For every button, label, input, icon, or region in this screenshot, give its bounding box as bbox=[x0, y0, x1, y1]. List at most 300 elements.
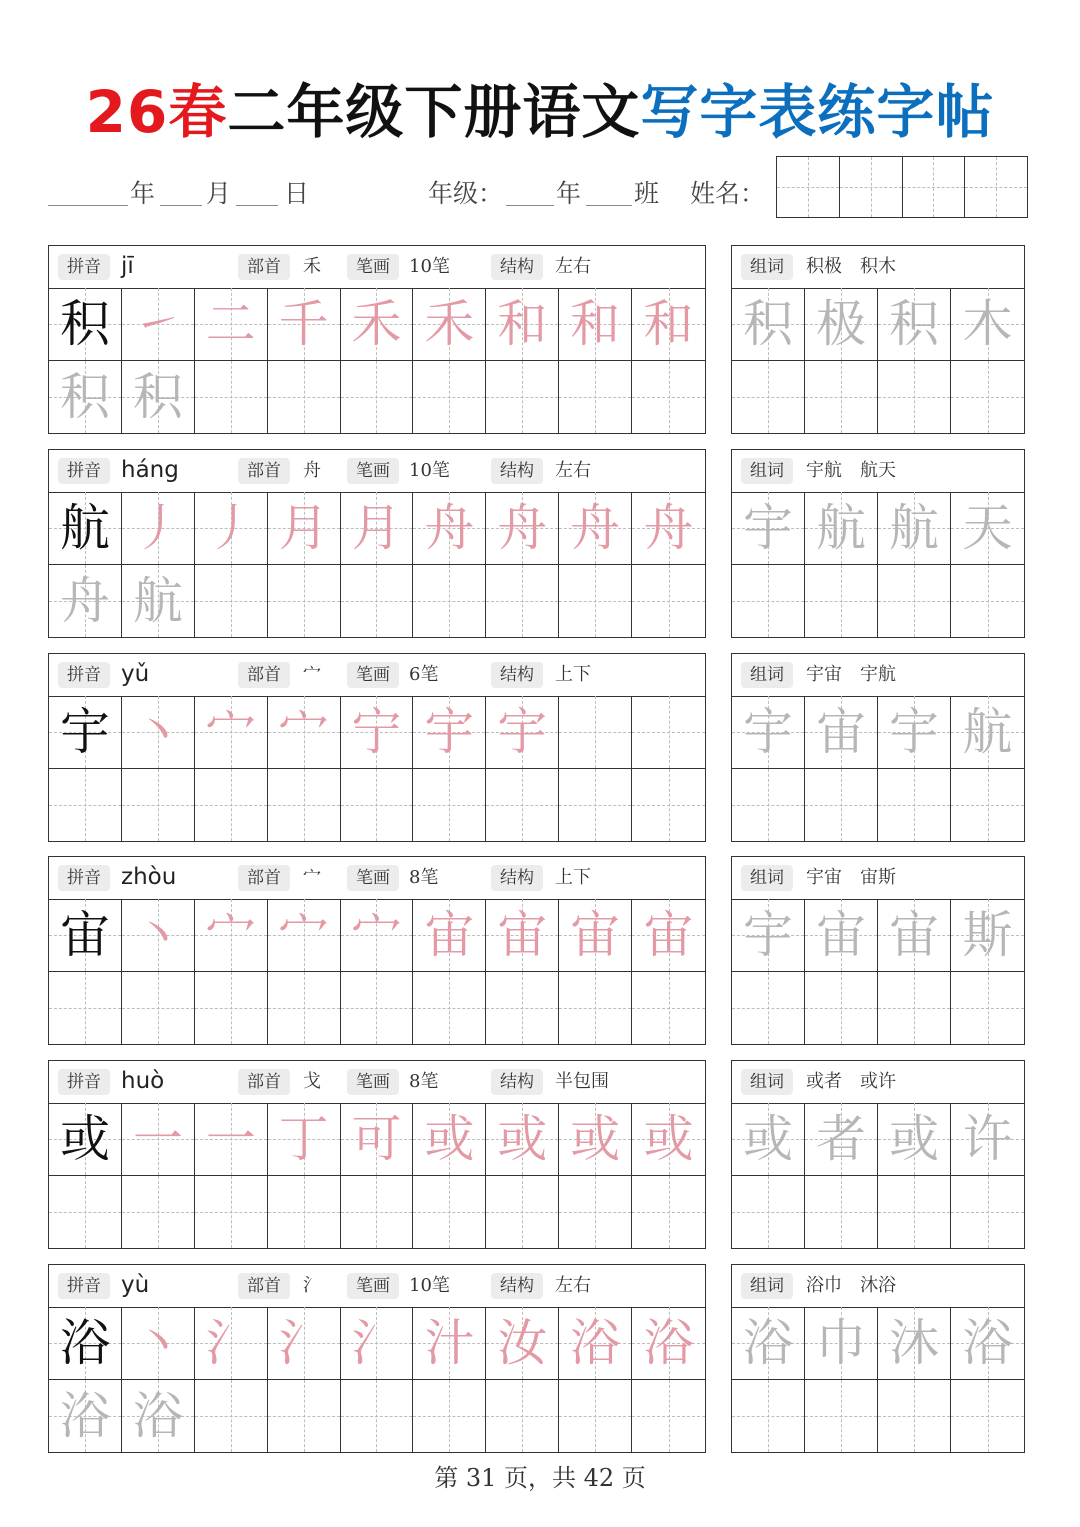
structure-tag: 结构 bbox=[491, 662, 543, 688]
radical-tag: 部首 bbox=[238, 458, 290, 484]
writing-cell[interactable] bbox=[268, 565, 341, 638]
structure-tag: 结构 bbox=[491, 865, 543, 891]
stroke-order-glyph: 汁 bbox=[424, 1313, 475, 1372]
word-trace-cell bbox=[732, 1307, 805, 1380]
stroke-order-cell bbox=[195, 899, 268, 972]
word-trace-cell bbox=[805, 1307, 878, 1380]
pinyin-value: yǔ bbox=[121, 661, 150, 687]
stroke-order-cell bbox=[632, 1103, 705, 1176]
word-block bbox=[731, 653, 1025, 842]
stroke-order-glyph: 禾 bbox=[424, 294, 475, 353]
stroke-order-glyph: 宙 bbox=[643, 905, 694, 964]
stroke-order-cell bbox=[413, 899, 486, 972]
writing-cell[interactable] bbox=[122, 769, 195, 842]
structure-value: 半包围 bbox=[555, 1071, 609, 1092]
stroke-order-cell bbox=[559, 899, 632, 972]
class-blank[interactable] bbox=[586, 204, 632, 206]
word-header bbox=[732, 654, 1024, 697]
word-trace-cell bbox=[732, 899, 805, 972]
stroke-order-cell bbox=[559, 1103, 632, 1176]
writing-cell[interactable] bbox=[732, 1176, 805, 1249]
stroke-order-cell bbox=[341, 899, 414, 972]
writing-cell[interactable] bbox=[559, 361, 632, 434]
writing-cell[interactable] bbox=[805, 972, 878, 1045]
words-value: 宇航 航天 bbox=[806, 460, 896, 481]
stroke-order-glyph: 月 bbox=[351, 498, 402, 557]
structure-tag: 结构 bbox=[491, 1069, 543, 1095]
writing-cell[interactable] bbox=[341, 361, 414, 434]
writing-cell[interactable] bbox=[878, 565, 951, 638]
writing-cell[interactable] bbox=[413, 565, 486, 638]
year-label: 年 bbox=[130, 179, 156, 208]
pinyin-tag: 拼音 bbox=[58, 662, 110, 688]
model-cell bbox=[49, 492, 122, 565]
writing-cell[interactable] bbox=[268, 972, 341, 1045]
stroke-order-glyph: 宙 bbox=[570, 905, 621, 964]
writing-cell[interactable] bbox=[805, 361, 878, 434]
writing-grid bbox=[49, 1307, 705, 1452]
word-trace-cell bbox=[732, 696, 805, 769]
trace-glyph: 舟 bbox=[59, 571, 110, 630]
pinyin-value: jī bbox=[121, 253, 134, 279]
stroke-order-cell bbox=[122, 1307, 195, 1380]
model-cell bbox=[49, 1307, 122, 1380]
writing-cell[interactable] bbox=[805, 769, 878, 842]
word-trace-glyph: 航 bbox=[889, 498, 939, 557]
page-number: 第 31 页，共 42 页 bbox=[434, 1464, 646, 1492]
strokes-tag: 笔画 bbox=[347, 1273, 399, 1299]
word-trace-glyph: 许 bbox=[962, 1109, 1013, 1168]
writing-cell[interactable] bbox=[559, 565, 632, 638]
writing-cell[interactable] bbox=[341, 1380, 414, 1453]
pinyin-value: huò bbox=[121, 1068, 165, 1094]
word-header bbox=[732, 1265, 1024, 1308]
radical-tag: 部首 bbox=[238, 1069, 290, 1095]
writing-cell[interactable] bbox=[486, 565, 559, 638]
word-trace-cell bbox=[951, 288, 1024, 361]
stroke-order-glyph: 汝 bbox=[497, 1313, 548, 1372]
stroke-order-cell bbox=[268, 288, 341, 361]
stroke-order-cell bbox=[268, 696, 341, 769]
title-part-2: 二年级下册语文 bbox=[227, 78, 641, 146]
radical-value: 宀 bbox=[303, 664, 321, 685]
strokes-value: 6笔 bbox=[409, 664, 439, 685]
trace-glyph: 浴 bbox=[132, 1386, 183, 1445]
model-character: 宇 bbox=[59, 702, 110, 761]
word-trace-glyph: 宇 bbox=[743, 498, 793, 557]
writing-cell[interactable] bbox=[486, 1380, 559, 1453]
writing-cell[interactable] bbox=[268, 1176, 341, 1249]
word-trace-cell bbox=[732, 492, 805, 565]
writing-cell[interactable] bbox=[951, 565, 1024, 638]
writing-cell[interactable] bbox=[632, 1176, 705, 1249]
stroke-order-cell bbox=[122, 288, 195, 361]
writing-cell[interactable] bbox=[486, 1176, 559, 1249]
trace-glyph: 浴 bbox=[59, 1386, 110, 1445]
word-trace-glyph: 浴 bbox=[962, 1313, 1013, 1372]
character-block bbox=[48, 653, 706, 842]
pinyin-value: zhòu bbox=[121, 864, 177, 890]
writing-cell[interactable] bbox=[732, 565, 805, 638]
month-blank[interactable] bbox=[160, 204, 202, 206]
radical-tag: 部首 bbox=[238, 254, 290, 280]
trace-glyph: 积 bbox=[132, 367, 183, 426]
stroke-order-glyph: 一 bbox=[132, 1109, 183, 1168]
stroke-order-cell bbox=[122, 492, 195, 565]
stroke-order-glyph: 宙 bbox=[424, 905, 475, 964]
stroke-order-glyph: 宁 bbox=[351, 702, 402, 761]
writing-cell[interactable] bbox=[805, 1176, 878, 1249]
strokes-value: 10笔 bbox=[409, 256, 450, 277]
radical-value: 舟 bbox=[303, 460, 321, 481]
word-trace-glyph: 或 bbox=[743, 1109, 793, 1168]
writing-cell[interactable] bbox=[632, 1380, 705, 1453]
stroke-order-cell bbox=[122, 696, 195, 769]
stroke-order-cell bbox=[195, 288, 268, 361]
writing-cell[interactable] bbox=[341, 565, 414, 638]
writing-cell[interactable] bbox=[559, 972, 632, 1045]
pinyin-value: yù bbox=[121, 1272, 150, 1298]
stroke-order-cell bbox=[341, 492, 414, 565]
stroke-order-cell bbox=[413, 696, 486, 769]
writing-cell[interactable] bbox=[413, 1380, 486, 1453]
words-value: 浴巾 沐浴 bbox=[806, 1275, 896, 1296]
words-value: 或者 或许 bbox=[806, 1071, 896, 1092]
character-info-header bbox=[49, 450, 705, 493]
name-cell[interactable] bbox=[965, 157, 1027, 217]
stroke-order-cell bbox=[486, 492, 559, 565]
word-trace-glyph: 巾 bbox=[816, 1313, 866, 1372]
character-block bbox=[48, 1060, 706, 1249]
structure-value: 上下 bbox=[555, 867, 591, 888]
word-header bbox=[732, 450, 1024, 493]
stroke-order-glyph: 丶 bbox=[132, 702, 183, 761]
stroke-order-glyph: 宙 bbox=[497, 905, 548, 964]
stroke-order-glyph: 舟 bbox=[497, 498, 548, 557]
writing-cell[interactable] bbox=[951, 361, 1024, 434]
model-character: 浴 bbox=[59, 1313, 110, 1372]
stroke-order-glyph: 或 bbox=[424, 1109, 475, 1168]
writing-cell[interactable] bbox=[195, 972, 268, 1045]
stroke-order-glyph: 浴 bbox=[643, 1313, 694, 1372]
word-trace-cell bbox=[951, 492, 1024, 565]
radical-tag: 部首 bbox=[238, 1273, 290, 1299]
stroke-order-glyph: 和 bbox=[643, 294, 694, 353]
word-block bbox=[731, 449, 1025, 638]
radical-value: 氵 bbox=[303, 1275, 321, 1296]
word-header bbox=[732, 246, 1024, 289]
stroke-order-glyph: 丶 bbox=[132, 1313, 183, 1372]
trace-glyph: 航 bbox=[132, 571, 183, 630]
word-trace-cell bbox=[732, 288, 805, 361]
day-label: 日 bbox=[284, 179, 310, 208]
writing-cell[interactable] bbox=[878, 972, 951, 1045]
writing-cell[interactable] bbox=[341, 769, 414, 842]
writing-cell[interactable] bbox=[805, 1380, 878, 1453]
writing-cell[interactable] bbox=[732, 1380, 805, 1453]
word-trace-cell bbox=[951, 1103, 1024, 1176]
writing-cell[interactable] bbox=[413, 361, 486, 434]
word-trace-glyph: 宇 bbox=[743, 905, 793, 964]
stroke-order-cell bbox=[413, 492, 486, 565]
word-trace-cell bbox=[878, 696, 951, 769]
stroke-order-glyph: 氵 bbox=[205, 1313, 256, 1372]
stroke-order-cell bbox=[195, 1103, 268, 1176]
stroke-order-glyph: 丁 bbox=[278, 1109, 329, 1168]
writing-cell[interactable] bbox=[195, 1176, 268, 1249]
writing-cell[interactable] bbox=[632, 972, 705, 1045]
strokes-value: 10笔 bbox=[409, 460, 450, 481]
word-block bbox=[731, 1264, 1025, 1453]
word-trace-cell bbox=[732, 1103, 805, 1176]
model-character: 积 bbox=[59, 294, 110, 353]
radical-value: 戈 bbox=[303, 1071, 321, 1092]
model-character: 宙 bbox=[59, 905, 110, 964]
grade-label: 年级： bbox=[428, 179, 504, 208]
pinyin-tag: 拼音 bbox=[58, 865, 110, 891]
year-blank[interactable] bbox=[48, 204, 128, 206]
word-trace-glyph: 者 bbox=[816, 1109, 866, 1168]
words-tag: 组词 bbox=[741, 254, 793, 280]
character-block bbox=[48, 245, 706, 434]
stroke-order-glyph: 舟 bbox=[643, 498, 694, 557]
writing-grid bbox=[49, 1103, 705, 1248]
writing-cell[interactable] bbox=[878, 769, 951, 842]
stroke-order-glyph: 禾 bbox=[351, 294, 402, 353]
stroke-order-cell bbox=[268, 899, 341, 972]
words-tag: 组词 bbox=[741, 458, 793, 484]
trace-cell bbox=[49, 565, 122, 638]
pinyin-tag: 拼音 bbox=[58, 1069, 110, 1095]
stroke-order-glyph: 二 bbox=[205, 294, 256, 353]
radical-tag: 部首 bbox=[238, 662, 290, 688]
writing-cell[interactable] bbox=[878, 1380, 951, 1453]
word-trace-cell bbox=[878, 899, 951, 972]
stroke-order-glyph: 丿 bbox=[205, 498, 256, 557]
character-info-header bbox=[49, 246, 705, 289]
word-trace-cell bbox=[805, 288, 878, 361]
structure-value: 上下 bbox=[555, 664, 591, 685]
writing-cell[interactable] bbox=[486, 769, 559, 842]
word-grid bbox=[732, 696, 1024, 841]
writing-cell[interactable] bbox=[878, 1176, 951, 1249]
name-label: 姓名： bbox=[690, 179, 766, 208]
stroke-order-glyph: 千 bbox=[278, 294, 329, 353]
stroke-order-glyph: 宀 bbox=[205, 905, 256, 964]
structure-tag: 结构 bbox=[491, 1273, 543, 1299]
writing-cell[interactable] bbox=[632, 769, 705, 842]
word-trace-cell bbox=[951, 1307, 1024, 1380]
word-trace-glyph: 宙 bbox=[889, 905, 939, 964]
writing-cell[interactable] bbox=[341, 972, 414, 1045]
word-trace-glyph: 宙 bbox=[816, 905, 866, 964]
name-cell[interactable] bbox=[840, 157, 903, 217]
stroke-order-glyph: 宀 bbox=[278, 702, 329, 761]
stroke-order-cell bbox=[413, 288, 486, 361]
word-trace-cell bbox=[951, 899, 1024, 972]
word-block bbox=[731, 1060, 1025, 1249]
pinyin-value: háng bbox=[121, 457, 179, 483]
writing-cell[interactable] bbox=[486, 361, 559, 434]
writing-grid bbox=[49, 899, 705, 1044]
stroke-order-cell bbox=[268, 1307, 341, 1380]
writing-cell[interactable] bbox=[195, 565, 268, 638]
stroke-order-cell bbox=[486, 696, 559, 769]
writing-cell[interactable] bbox=[732, 972, 805, 1045]
writing-cell[interactable] bbox=[413, 972, 486, 1045]
day-blank[interactable] bbox=[236, 204, 278, 206]
strokes-tag: 笔画 bbox=[347, 1069, 399, 1095]
writing-cell[interactable] bbox=[805, 565, 878, 638]
stroke-order-cell bbox=[341, 1307, 414, 1380]
word-header bbox=[732, 1061, 1024, 1104]
strokes-tag: 笔画 bbox=[347, 458, 399, 484]
word-trace-cell bbox=[951, 696, 1024, 769]
writing-cell[interactable] bbox=[49, 1176, 122, 1249]
word-grid bbox=[732, 1103, 1024, 1248]
word-trace-glyph: 极 bbox=[816, 294, 866, 353]
model-cell bbox=[49, 288, 122, 361]
stroke-order-glyph: 或 bbox=[643, 1109, 694, 1168]
stroke-order-glyph: 舟 bbox=[424, 498, 475, 557]
stroke-order-cell bbox=[559, 492, 632, 565]
month-label: 月 bbox=[206, 179, 232, 208]
stroke-order-cell bbox=[268, 1103, 341, 1176]
writing-cell[interactable] bbox=[413, 1176, 486, 1249]
structure-value: 左右 bbox=[555, 256, 591, 277]
stroke-order-glyph: 一 bbox=[205, 1109, 256, 1168]
strokes-value: 8笔 bbox=[409, 867, 439, 888]
strokes-value: 10笔 bbox=[409, 1275, 450, 1296]
writing-cell[interactable] bbox=[195, 769, 268, 842]
stroke-order-cell bbox=[486, 899, 559, 972]
word-grid bbox=[732, 1307, 1024, 1452]
name-cell[interactable] bbox=[903, 157, 966, 217]
stroke-order-cell bbox=[632, 492, 705, 565]
class-label: 班 bbox=[634, 179, 660, 208]
trace-cell bbox=[122, 565, 195, 638]
writing-cell[interactable] bbox=[951, 1380, 1024, 1453]
radical-value: 禾 bbox=[303, 256, 321, 277]
structure-tag: 结构 bbox=[491, 458, 543, 484]
stroke-order-cell bbox=[486, 1307, 559, 1380]
writing-cell[interactable] bbox=[732, 361, 805, 434]
page-title bbox=[0, 74, 1080, 150]
name-cell[interactable] bbox=[777, 157, 840, 217]
word-trace-cell bbox=[878, 1307, 951, 1380]
writing-cell[interactable] bbox=[951, 1176, 1024, 1249]
writing-cell[interactable] bbox=[413, 769, 486, 842]
stroke-order-cell bbox=[195, 1307, 268, 1380]
writing-cell[interactable] bbox=[122, 1176, 195, 1249]
writing-cell[interactable] bbox=[486, 972, 559, 1045]
stroke-order-cell bbox=[195, 492, 268, 565]
writing-cell[interactable] bbox=[268, 1380, 341, 1453]
character-info-header bbox=[49, 857, 705, 900]
model-cell bbox=[49, 899, 122, 972]
words-tag: 组词 bbox=[741, 1273, 793, 1299]
word-trace-cell bbox=[805, 1103, 878, 1176]
writing-cell[interactable] bbox=[195, 1380, 268, 1453]
trace-cell bbox=[49, 361, 122, 434]
stroke-order-glyph: 宇 bbox=[424, 702, 475, 761]
stroke-order-cell bbox=[632, 288, 705, 361]
stroke-order-cell bbox=[341, 696, 414, 769]
writing-cell[interactable] bbox=[732, 769, 805, 842]
writing-cell[interactable] bbox=[559, 1176, 632, 1249]
word-trace-glyph: 或 bbox=[889, 1109, 939, 1168]
writing-cell[interactable] bbox=[632, 361, 705, 434]
pinyin-tag: 拼音 bbox=[58, 458, 110, 484]
grade-year-blank[interactable] bbox=[506, 204, 554, 206]
radical-value: 宀 bbox=[303, 867, 321, 888]
trace-cell bbox=[122, 1380, 195, 1453]
radical-tag: 部首 bbox=[238, 865, 290, 891]
word-trace-glyph: 积 bbox=[889, 294, 939, 353]
writing-cell[interactable] bbox=[195, 361, 268, 434]
writing-cell[interactable] bbox=[559, 696, 632, 769]
writing-cell[interactable] bbox=[268, 361, 341, 434]
character-info-header bbox=[49, 1061, 705, 1104]
word-trace-glyph: 宇 bbox=[743, 702, 793, 761]
word-trace-cell bbox=[878, 492, 951, 565]
stroke-order-cell bbox=[341, 1103, 414, 1176]
stroke-order-cell bbox=[559, 288, 632, 361]
words-tag: 组词 bbox=[741, 1069, 793, 1095]
word-trace-glyph: 浴 bbox=[743, 1313, 793, 1372]
writing-cell[interactable] bbox=[49, 769, 122, 842]
stroke-order-glyph: 宇 bbox=[497, 702, 548, 761]
writing-cell[interactable] bbox=[878, 361, 951, 434]
stroke-order-cell bbox=[413, 1103, 486, 1176]
writing-cell[interactable] bbox=[122, 972, 195, 1045]
stroke-order-glyph: 氵 bbox=[351, 1313, 402, 1372]
writing-cell[interactable] bbox=[49, 972, 122, 1045]
stroke-order-cell bbox=[268, 492, 341, 565]
word-trace-glyph: 宙 bbox=[816, 702, 866, 761]
word-trace-glyph: 天 bbox=[962, 498, 1013, 557]
writing-cell[interactable] bbox=[559, 1380, 632, 1453]
name-writing-box[interactable] bbox=[776, 156, 1028, 218]
word-grid bbox=[732, 288, 1024, 433]
writing-cell[interactable] bbox=[632, 696, 705, 769]
trace-glyph: 积 bbox=[59, 367, 110, 426]
stroke-order-cell bbox=[632, 1307, 705, 1380]
writing-cell[interactable] bbox=[951, 972, 1024, 1045]
writing-cell[interactable] bbox=[559, 769, 632, 842]
stroke-order-cell bbox=[122, 1103, 195, 1176]
words-value: 宇宙 宙斯 bbox=[806, 867, 896, 888]
writing-cell[interactable] bbox=[632, 565, 705, 638]
structure-value: 左右 bbox=[555, 1275, 591, 1296]
strokes-tag: 笔画 bbox=[347, 662, 399, 688]
writing-cell[interactable] bbox=[951, 769, 1024, 842]
word-grid bbox=[732, 492, 1024, 637]
writing-cell[interactable] bbox=[268, 769, 341, 842]
pinyin-tag: 拼音 bbox=[58, 1273, 110, 1299]
word-trace-cell bbox=[805, 492, 878, 565]
stroke-order-cell bbox=[559, 1307, 632, 1380]
word-trace-glyph: 木 bbox=[962, 294, 1013, 353]
trace-cell bbox=[49, 1380, 122, 1453]
writing-cell[interactable] bbox=[341, 1176, 414, 1249]
word-trace-glyph: 积 bbox=[743, 294, 793, 353]
stroke-order-cell bbox=[413, 1307, 486, 1380]
stroke-order-glyph: 或 bbox=[570, 1109, 621, 1168]
stroke-order-glyph: 舟 bbox=[570, 498, 621, 557]
strokes-value: 8笔 bbox=[409, 1071, 439, 1092]
word-trace-cell bbox=[805, 899, 878, 972]
